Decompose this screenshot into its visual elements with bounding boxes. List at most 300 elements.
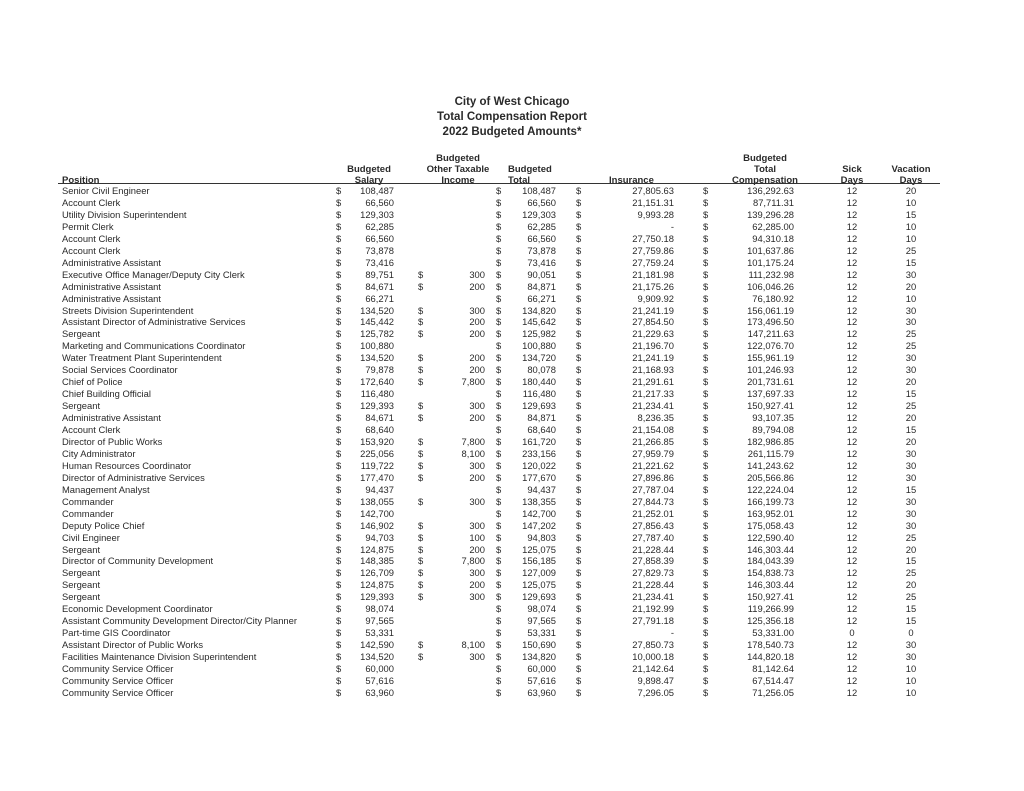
cell-insurance: 21,181.98 [632, 268, 674, 280]
salary-currency: $ [336, 424, 342, 435]
total-currency: $ [496, 220, 502, 232]
cell-salary: 129,393 [360, 400, 394, 412]
cell-other-income: 200 [469, 543, 485, 555]
total-currency: $ [496, 663, 502, 674]
cell-position: Account Clerk [62, 196, 121, 208]
table-row [0, 448, 1024, 460]
table-row [0, 233, 1024, 245]
cell-position: Facilities Maintenance Division Superintendent [62, 651, 257, 663]
cell-sick-days: 12 [846, 495, 858, 507]
cell-insurance: 21,221.62 [632, 459, 674, 471]
table-row [0, 257, 1024, 269]
cell-salary: 62,285 [365, 220, 394, 232]
table-row [0, 245, 1024, 257]
cell-insurance: 27,856.43 [632, 519, 674, 531]
salary-currency: $ [336, 340, 342, 352]
table-row [0, 663, 1024, 675]
cell-other-income: 300 [469, 459, 485, 471]
other-currency: $ [418, 543, 424, 555]
salary-currency: $ [336, 435, 342, 447]
cell-salary: 66,560 [365, 196, 394, 208]
cell-sick-days: 12 [846, 400, 858, 412]
comp-currency: $ [703, 256, 709, 268]
cell-insurance: 27,850.73 [632, 639, 674, 651]
cell-vacation-days: 10 [905, 220, 917, 232]
cell-total: 142,700 [522, 507, 556, 519]
cell-other-income: 100 [469, 531, 485, 543]
cell-salary: 124,875 [360, 579, 394, 591]
comp-currency: $ [703, 328, 709, 340]
cell-sick-days: 12 [846, 268, 858, 280]
header-vacation-line2: Days [899, 175, 923, 186]
cell-insurance: 10,000.18 [632, 651, 674, 663]
cell-insurance: 21,192.99 [632, 603, 674, 615]
table-row [0, 305, 1024, 317]
cell-salary: 100,880 [360, 340, 394, 352]
salary-currency: $ [336, 388, 342, 400]
other-currency: $ [418, 304, 424, 316]
insurance-currency: $ [576, 256, 582, 268]
header-total-line1: Budgeted [508, 164, 552, 175]
other-currency: $ [418, 495, 424, 507]
cell-total: 66,560 [527, 232, 556, 244]
cell-total-comp: 175,058.43 [747, 519, 794, 531]
cell-total-comp: 201,731.61 [747, 376, 794, 388]
cell-vacation-days: 30 [905, 304, 917, 316]
cell-total: 97,565 [527, 615, 556, 627]
cell-position: Director of Community Development [62, 555, 214, 567]
insurance-currency: $ [576, 663, 582, 674]
cell-insurance: 21,142.64 [632, 663, 674, 674]
cell-salary: 53,331 [365, 627, 394, 639]
total-currency: $ [496, 507, 502, 519]
cell-other-income: 300 [469, 567, 485, 579]
cell-position: Commander [62, 507, 114, 519]
other-currency: $ [418, 651, 424, 663]
comp-currency: $ [703, 555, 709, 567]
cell-insurance: 8,236.35 [637, 412, 674, 424]
cell-insurance: 27,854.50 [632, 316, 674, 328]
cell-vacation-days: 15 [905, 555, 917, 567]
insurance-currency: $ [576, 615, 582, 627]
cell-position: Executive Office Manager/Deputy City Clerk [62, 268, 245, 280]
cell-sick-days: 12 [846, 388, 858, 400]
cell-position: Director of Administrative Services [62, 471, 205, 483]
cell-vacation-days: 10 [905, 663, 917, 674]
insurance-currency: $ [576, 400, 582, 412]
cell-position: Permit Clerk [62, 220, 114, 232]
cell-vacation-days: 20 [905, 185, 917, 196]
other-currency: $ [418, 316, 424, 328]
cell-total: 180,440 [522, 376, 556, 388]
cell-sick-days: 12 [846, 208, 858, 220]
comp-currency: $ [703, 483, 709, 495]
cell-total: 63,960 [527, 686, 556, 698]
cell-total: 73,416 [527, 256, 556, 268]
comp-currency: $ [703, 424, 709, 435]
other-currency: $ [418, 412, 424, 424]
cell-position: Sergeant [62, 579, 101, 591]
cell-salary: 148,385 [360, 555, 394, 567]
comp-currency: $ [703, 459, 709, 471]
comp-currency: $ [703, 615, 709, 627]
cell-vacation-days: 15 [905, 603, 917, 615]
comp-currency: $ [703, 567, 709, 579]
cell-vacation-days: 20 [905, 543, 917, 555]
cell-vacation-days: 30 [905, 639, 917, 651]
cell-insurance: 27,959.79 [632, 447, 674, 459]
total-currency: $ [496, 591, 502, 603]
salary-currency: $ [336, 686, 342, 698]
comp-currency: $ [703, 579, 709, 591]
cell-insurance: 27,791.18 [632, 615, 674, 627]
cell-sick-days: 12 [846, 340, 858, 352]
cell-insurance: 9,993.28 [637, 208, 674, 220]
salary-currency: $ [336, 651, 342, 663]
cell-position: Chief Building Official [62, 388, 151, 400]
cell-vacation-days: 10 [905, 196, 917, 208]
comp-currency: $ [703, 364, 709, 376]
table-row [0, 615, 1024, 627]
cell-other-income: 200 [469, 328, 485, 340]
table-row [0, 364, 1024, 376]
table-row [0, 352, 1024, 364]
total-currency: $ [496, 352, 502, 364]
cell-total-comp: 119,266.99 [747, 603, 794, 615]
salary-currency: $ [336, 400, 342, 412]
table-row [0, 424, 1024, 436]
cell-total: 125,982 [522, 328, 556, 340]
cell-other-income: 200 [469, 471, 485, 483]
cell-position: Streets Division Superintendent [62, 304, 194, 316]
cell-vacation-days: 20 [905, 579, 917, 591]
comp-currency: $ [703, 208, 709, 220]
header-comp-line1: Budgeted [743, 153, 787, 164]
table-row [0, 400, 1024, 412]
cell-position: Sergeant [62, 543, 101, 555]
cell-total-comp: 101,637.86 [747, 244, 794, 256]
cell-other-income: 7,800 [461, 376, 485, 388]
comp-currency: $ [703, 686, 709, 698]
insurance-currency: $ [576, 567, 582, 579]
cell-total-comp: 163,952.01 [747, 507, 794, 519]
cell-salary: 79,878 [365, 364, 394, 376]
other-currency: $ [418, 639, 424, 651]
cell-total: 134,720 [522, 352, 556, 364]
cell-total-comp: 76,180.92 [752, 292, 794, 304]
cell-vacation-days: 15 [905, 208, 917, 220]
salary-currency: $ [336, 519, 342, 531]
cell-insurance: 7,296.05 [637, 686, 674, 698]
cell-total-comp: 147,211.63 [747, 328, 794, 340]
cell-position: Community Service Officer [62, 674, 174, 686]
total-currency: $ [496, 196, 502, 208]
cell-total: 156,185 [522, 555, 556, 567]
cell-insurance: 27,858.39 [632, 555, 674, 567]
cell-position: Utility Division Superintendent [62, 208, 187, 220]
cell-position: Sergeant [62, 591, 101, 603]
cell-salary: 172,640 [360, 376, 394, 388]
cell-other-income: 7,800 [461, 555, 485, 567]
cell-total-comp: 122,590.40 [747, 531, 794, 543]
insurance-currency: $ [576, 424, 582, 435]
salary-currency: $ [336, 376, 342, 388]
cell-total: 116,480 [522, 388, 556, 400]
cell-vacation-days: 30 [905, 316, 917, 328]
cell-other-income: 8,100 [461, 447, 485, 459]
comp-currency: $ [703, 663, 709, 674]
total-currency: $ [496, 412, 502, 424]
cell-salary: 129,393 [360, 591, 394, 603]
cell-total-comp: 182,986.85 [747, 435, 794, 447]
cell-salary: 225,056 [360, 447, 394, 459]
cell-sick-days: 12 [846, 531, 858, 543]
insurance-currency: $ [576, 435, 582, 447]
cell-vacation-days: 25 [905, 328, 917, 340]
cell-other-income: 200 [469, 352, 485, 364]
total-currency: $ [496, 388, 502, 400]
table-row [0, 221, 1024, 233]
table-row [0, 460, 1024, 472]
cell-sick-days: 12 [846, 555, 858, 567]
cell-insurance: 21,266.85 [632, 435, 674, 447]
cell-insurance: 27,759.24 [632, 256, 674, 268]
cell-sick-days: 12 [846, 615, 858, 627]
cell-vacation-days: 15 [905, 388, 917, 400]
table-row [0, 412, 1024, 424]
comp-currency: $ [703, 651, 709, 663]
cell-salary: 177,470 [360, 471, 394, 483]
cell-position: Human Resources Coordinator [62, 459, 192, 471]
cell-position: Assistant Director of Public Works [62, 639, 204, 651]
cell-total: 60,000 [527, 663, 556, 674]
other-currency: $ [418, 471, 424, 483]
table-row [0, 639, 1024, 651]
cell-total-comp: 261,115.79 [747, 447, 794, 459]
other-currency: $ [418, 435, 424, 447]
comp-currency: $ [703, 340, 709, 352]
cell-position: Account Clerk [62, 244, 121, 256]
cell-salary: 153,920 [360, 435, 394, 447]
cell-sick-days: 12 [846, 519, 858, 531]
cell-total-comp: 94,310.18 [752, 232, 794, 244]
cell-total-comp: 62,285.00 [752, 220, 794, 232]
header-divider [58, 183, 940, 184]
insurance-currency: $ [576, 304, 582, 316]
salary-currency: $ [336, 316, 342, 328]
cell-salary: 142,700 [360, 507, 394, 519]
total-currency: $ [496, 543, 502, 555]
insurance-currency: $ [576, 543, 582, 555]
cell-sick-days: 12 [846, 185, 858, 196]
cell-sick-days: 12 [846, 220, 858, 232]
cell-other-income: 200 [469, 316, 485, 328]
header-insurance: Insurance [609, 175, 654, 186]
cell-other-income: 300 [469, 304, 485, 316]
table-row [0, 197, 1024, 209]
cell-sick-days: 12 [846, 651, 858, 663]
cell-total: 129,693 [522, 400, 556, 412]
cell-total-comp: 178,540.73 [747, 639, 794, 651]
cell-position: Economic Development Coordinator [62, 603, 213, 615]
comp-currency: $ [703, 674, 709, 686]
insurance-currency: $ [576, 447, 582, 459]
salary-currency: $ [336, 364, 342, 376]
other-currency: $ [418, 591, 424, 603]
total-currency: $ [496, 316, 502, 328]
cell-total-comp: 139,296.28 [747, 208, 794, 220]
comp-currency: $ [703, 507, 709, 519]
cell-sick-days: 12 [846, 364, 858, 376]
other-currency: $ [418, 400, 424, 412]
cell-salary: 126,709 [360, 567, 394, 579]
cell-sick-days: 12 [846, 256, 858, 268]
cell-vacation-days: 10 [905, 686, 917, 698]
salary-currency: $ [336, 495, 342, 507]
salary-currency: $ [336, 567, 342, 579]
cell-salary: 125,782 [360, 328, 394, 340]
cell-salary: 134,520 [360, 651, 394, 663]
cell-total: 161,720 [522, 435, 556, 447]
cell-position: Assistant Director of Administrative Services [62, 316, 246, 328]
header-comp-line2: Total [754, 164, 776, 175]
cell-total-comp: 87,711.31 [752, 196, 794, 208]
cell-total-comp: 136,292.63 [747, 185, 794, 196]
cell-insurance: 21,228.44 [632, 579, 674, 591]
insurance-currency: $ [576, 507, 582, 519]
salary-currency: $ [336, 591, 342, 603]
comp-currency: $ [703, 603, 709, 615]
cell-total-comp: 125,356.18 [747, 615, 794, 627]
cell-vacation-days: 15 [905, 256, 917, 268]
total-currency: $ [496, 531, 502, 543]
cell-total: 73,878 [527, 244, 556, 256]
cell-position: Administrative Assistant [62, 256, 161, 268]
insurance-currency: $ [576, 627, 582, 639]
table-row [0, 436, 1024, 448]
total-currency: $ [496, 651, 502, 663]
cell-sick-days: 12 [846, 459, 858, 471]
insurance-currency: $ [576, 292, 582, 304]
cell-total-comp: 67,514.47 [752, 674, 794, 686]
cell-total: 134,820 [522, 304, 556, 316]
comp-currency: $ [703, 627, 709, 639]
cell-vacation-days: 25 [905, 531, 917, 543]
cell-total-comp: 155,961.19 [747, 352, 794, 364]
cell-total: 66,560 [527, 196, 556, 208]
salary-currency: $ [336, 328, 342, 340]
other-currency: $ [418, 519, 424, 531]
table-row [0, 532, 1024, 544]
total-currency: $ [496, 603, 502, 615]
insurance-currency: $ [576, 495, 582, 507]
cell-salary: 73,416 [365, 256, 394, 268]
total-currency: $ [496, 579, 502, 591]
cell-other-income: 200 [469, 280, 485, 292]
cell-sick-days: 12 [846, 567, 858, 579]
total-currency: $ [496, 567, 502, 579]
cell-salary: 116,480 [360, 388, 394, 400]
table-row [0, 687, 1024, 699]
total-currency: $ [496, 674, 502, 686]
cell-vacation-days: 15 [905, 615, 917, 627]
header-salary-line2: Salary [354, 175, 384, 186]
table-row [0, 316, 1024, 328]
cell-total: 53,331 [527, 627, 556, 639]
cell-total-comp: 81,142.64 [752, 663, 794, 674]
cell-sick-days: 12 [846, 196, 858, 208]
cell-salary: 142,590 [360, 639, 394, 651]
insurance-currency: $ [576, 340, 582, 352]
cell-sick-days: 12 [846, 483, 858, 495]
total-currency: $ [496, 268, 502, 280]
cell-other-income: 300 [469, 268, 485, 280]
cell-sick-days: 12 [846, 280, 858, 292]
salary-currency: $ [336, 639, 342, 651]
cell-vacation-days: 25 [905, 591, 917, 603]
cell-total: 62,285 [527, 220, 556, 232]
salary-currency: $ [336, 268, 342, 280]
cell-insurance: 21,252.01 [632, 507, 674, 519]
cell-total-comp: 93,107.35 [752, 412, 794, 424]
cell-salary: 97,565 [365, 615, 394, 627]
cell-sick-days: 12 [846, 674, 858, 686]
cell-sick-days: 12 [846, 292, 858, 304]
total-currency: $ [496, 292, 502, 304]
cell-insurance: 21,217.33 [632, 388, 674, 400]
cell-total-comp: 53,331.00 [752, 627, 794, 639]
cell-position: Administrative Assistant [62, 292, 161, 304]
cell-position: Sergeant [62, 328, 101, 340]
header-total-line2: Total [508, 175, 530, 186]
cell-insurance: 27,829.73 [632, 567, 674, 579]
total-currency: $ [496, 686, 502, 698]
total-currency: $ [496, 364, 502, 376]
total-currency: $ [496, 185, 502, 196]
total-currency: $ [496, 424, 502, 435]
salary-currency: $ [336, 471, 342, 483]
insurance-currency: $ [576, 686, 582, 698]
other-currency: $ [418, 459, 424, 471]
cell-sick-days: 12 [846, 424, 858, 435]
other-currency: $ [418, 280, 424, 292]
cell-salary: 60,000 [365, 663, 394, 674]
insurance-currency: $ [576, 232, 582, 244]
cell-insurance: 21,154.08 [632, 424, 674, 435]
insurance-currency: $ [576, 531, 582, 543]
cell-vacation-days: 15 [905, 483, 917, 495]
cell-vacation-days: 30 [905, 507, 917, 519]
cell-position: Administrative Assistant [62, 412, 161, 424]
cell-other-income: 200 [469, 579, 485, 591]
cell-insurance: 27,787.04 [632, 483, 674, 495]
header-vacation-line1: Vacation [891, 164, 931, 175]
other-currency: $ [418, 531, 424, 543]
insurance-currency: $ [576, 591, 582, 603]
insurance-currency: $ [576, 268, 582, 280]
cell-total: 84,871 [527, 412, 556, 424]
total-currency: $ [496, 555, 502, 567]
comp-currency: $ [703, 388, 709, 400]
other-currency: $ [418, 567, 424, 579]
table-row [0, 651, 1024, 663]
cell-sick-days: 0 [849, 627, 855, 639]
cell-sick-days: 12 [846, 304, 858, 316]
insurance-currency: $ [576, 196, 582, 208]
cell-sick-days: 12 [846, 686, 858, 698]
comp-currency: $ [703, 435, 709, 447]
total-currency: $ [496, 400, 502, 412]
